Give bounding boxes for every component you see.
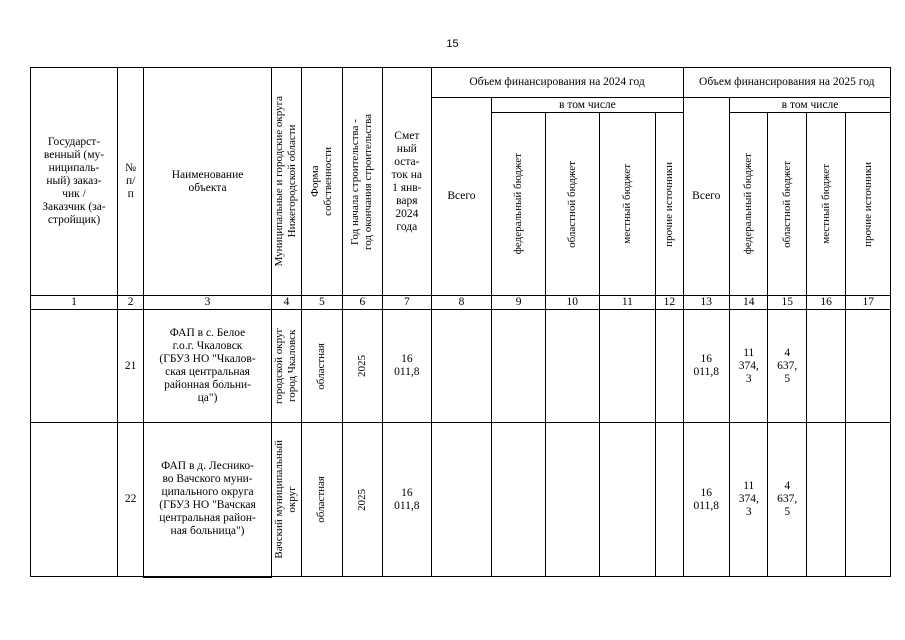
- header-other-2024-cell: [656, 113, 683, 296]
- cell-regional-2025: 4 637, 5: [768, 310, 806, 423]
- column-number: 4: [271, 296, 301, 310]
- cell-total-2024: [431, 423, 492, 577]
- header-federal-2024-cell: [492, 113, 546, 296]
- cell-ownership: [302, 423, 342, 577]
- column-number: 2: [118, 296, 144, 310]
- column-number: 7: [383, 296, 432, 310]
- column-number: 17: [846, 296, 891, 310]
- cell-other-2025: [846, 423, 891, 577]
- ownership-text: областная: [315, 342, 328, 390]
- column-number: 5: [302, 296, 342, 310]
- years-text: 2025: [355, 488, 368, 511]
- cell-years: [342, 310, 382, 423]
- header-local-2024: местный бюджет: [620, 164, 633, 244]
- column-number-row: [31, 296, 891, 310]
- cell-years: [342, 423, 382, 577]
- cell-total-2025: 16 011,8: [683, 310, 730, 423]
- column-number: 16: [806, 296, 845, 310]
- cell-federal-2025: 11 374, 3: [730, 310, 768, 423]
- header-object-name: Наименование объекта: [144, 68, 271, 296]
- column-number: 10: [545, 296, 599, 310]
- municipality-text: городской округ город Чкаловск: [273, 327, 299, 405]
- cell-federal-2024: [492, 423, 546, 577]
- header-regional-2025-cell: [768, 113, 806, 296]
- cell-regional-2024: [545, 423, 599, 577]
- cell-other-2025: [846, 310, 891, 423]
- column-number: 15: [768, 296, 806, 310]
- header-estimated-balance: Смет ный оста- ток на 1 янв- варя 2024 года: [383, 68, 432, 296]
- column-number: 1: [31, 296, 118, 310]
- column-number: 3: [144, 296, 271, 310]
- column-number: 8: [431, 296, 492, 310]
- cell-customer: [31, 310, 118, 423]
- cell-local-2025: [806, 310, 845, 423]
- header-other-2024: прочие источники: [662, 161, 675, 247]
- municipality-text: Вачский муниципальный округ: [273, 440, 299, 559]
- cell-regional-2024: [545, 310, 599, 423]
- table-row: [31, 310, 891, 423]
- header-regional-2024-cell: [545, 113, 599, 296]
- page-number: 15: [446, 38, 459, 50]
- cell-municipality: [271, 310, 301, 423]
- cell-balance: 16 011,8: [383, 310, 432, 423]
- header-total-2025: Всего: [683, 98, 730, 296]
- column-number: 13: [683, 296, 730, 310]
- header-federal-2024: федеральный бюджет: [512, 153, 525, 255]
- header-funding-2024: Объем финансирования на 2024 год: [431, 68, 683, 98]
- cell-other-2024: [656, 310, 683, 423]
- cell-other-2024: [656, 423, 683, 577]
- header-total-2024: Всего: [431, 98, 492, 296]
- header-ownership-cell: [302, 68, 342, 296]
- header-municipality: Муниципальные и городские округа Нижегородской области: [273, 96, 299, 267]
- cell-customer: [31, 423, 118, 577]
- column-number: 6: [342, 296, 382, 310]
- header-number: № п/ п: [118, 68, 144, 296]
- header-including-2024: в том числе: [492, 98, 683, 113]
- cell-local-2025: [806, 423, 845, 577]
- cell-total-2025: 16 011,8: [683, 423, 730, 577]
- header-years-cell: [342, 68, 382, 296]
- financing-table: [30, 67, 891, 578]
- header-federal-2025-cell: [730, 113, 768, 296]
- cell-number: 22: [118, 423, 144, 577]
- header-municipality-cell: [271, 68, 301, 296]
- header-local-2025-cell: [806, 113, 845, 296]
- header-regional-2025: областной бюджет: [780, 160, 793, 248]
- years-text: 2025: [355, 355, 368, 377]
- cell-federal-2025: 11 374, 3: [730, 423, 768, 577]
- column-number: 14: [730, 296, 768, 310]
- cell-federal-2024: [492, 310, 546, 423]
- header-other-2025: прочие источники: [861, 161, 874, 247]
- ownership-text: областная: [315, 476, 328, 523]
- cell-number: 21: [118, 310, 144, 423]
- column-number: 12: [656, 296, 683, 310]
- header-including-2025: в том числе: [730, 98, 891, 113]
- column-number: 9: [492, 296, 546, 310]
- cell-local-2024: [599, 423, 656, 577]
- table-row: [31, 423, 891, 577]
- header-federal-2025: федеральный бюджет: [742, 153, 755, 255]
- cell-local-2024: [599, 310, 656, 423]
- header-construction-years: Год начала строительства - год окончания строительства: [349, 113, 375, 250]
- cell-balance: 16 011,8: [383, 423, 432, 577]
- cell-regional-2025: 4 637, 5: [768, 423, 806, 577]
- header-regional-2024: областной бюджет: [565, 160, 578, 248]
- cell-object-name: ФАП в с. Белое г.о.г. Чкаловск (ГБУЗ НО "Чкалов- ская центральная районная больни- ца"): [144, 310, 271, 423]
- header-other-2025-cell: [846, 113, 891, 296]
- cell-municipality: [271, 423, 301, 577]
- header-local-2025: местный бюджет: [819, 164, 832, 244]
- cell-ownership: [302, 310, 342, 423]
- cell-object-name: ФАП в д. Леснико- во Вачского муни- ципального округа (ГБУЗ НО "Вачская центральная район- ная больница"): [144, 423, 271, 577]
- header-funding-2025: Объем финансирования на 2025 год: [683, 68, 890, 98]
- header-ownership: Форма собственности: [308, 147, 334, 216]
- header-customer: Государст- венный (му- ниципаль- ный) заказ- чик / Заказчик (за- стройщик): [31, 68, 118, 296]
- column-number: 11: [599, 296, 656, 310]
- cell-total-2024: [431, 310, 492, 423]
- header-local-2024-cell: [599, 113, 656, 296]
